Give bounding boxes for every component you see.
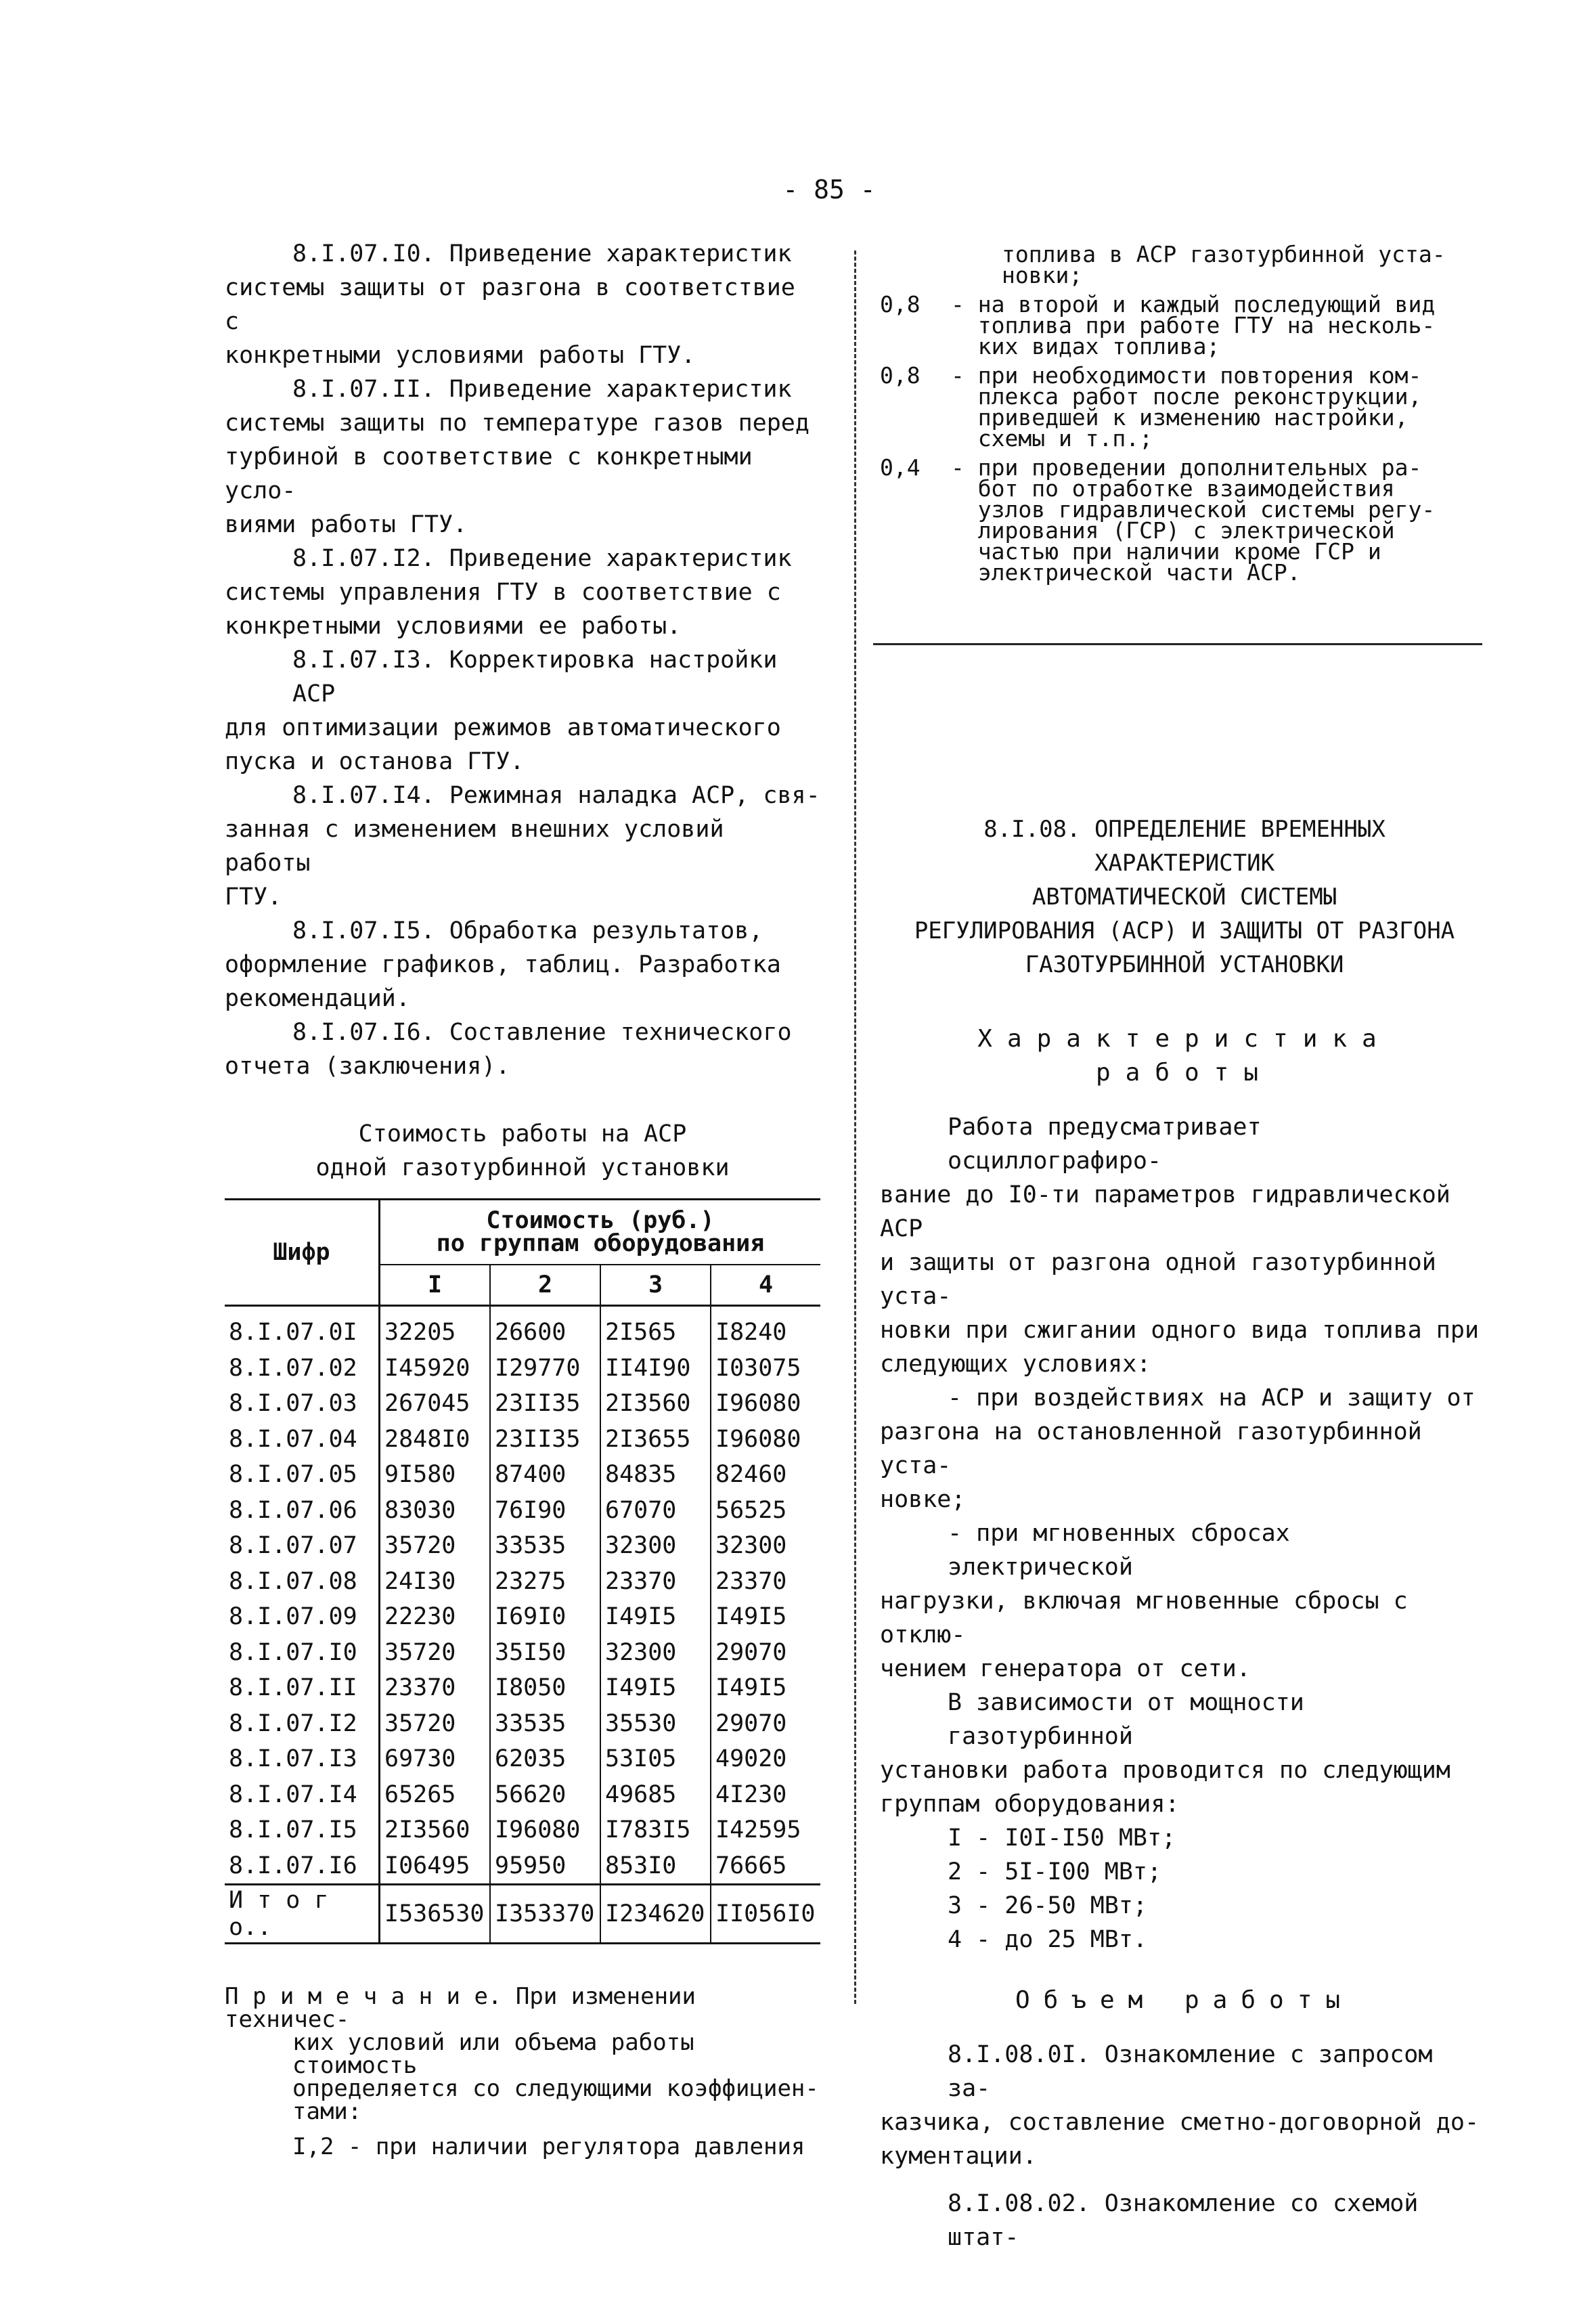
table-row — [225, 1635, 820, 1671]
text-line: 8.I.07.II. Приведение характеристик — [292, 376, 792, 403]
cost-cell: 56620 — [490, 1777, 600, 1813]
left-column — [225, 237, 820, 2158]
text-line: - при воздействиях на АСР и защиту от — [948, 1384, 1476, 1412]
cost-cell: 35I50 — [490, 1635, 600, 1671]
condition-1 — [880, 1381, 1489, 1516]
coefficient-value: 0,4 — [880, 454, 921, 481]
row-code: 8.I.07.03 — [225, 1386, 380, 1422]
text-line: 8.I.07.I6. Составление технического — [292, 1019, 792, 1046]
header-groups-line: по группам оборудования — [436, 1230, 765, 1257]
cost-cell: I42595 — [711, 1812, 820, 1848]
cost-cell: 32300 — [600, 1635, 711, 1671]
cost-cell: 23II35 — [490, 1386, 600, 1422]
note-first-line — [225, 1985, 820, 2031]
cost-cell: I45920 — [380, 1351, 491, 1386]
text-line: узлов гидравлической системы регу- — [951, 496, 1436, 523]
cost-cell: I8240 — [711, 1306, 820, 1351]
cost-table-body — [225, 1306, 820, 1885]
coefficient-list — [880, 291, 1489, 586]
table-row — [225, 1670, 820, 1706]
cost-cell: 56525 — [711, 1493, 820, 1529]
header-cost — [380, 1200, 821, 1265]
text-line: конкретными условиями работы ГТУ. — [225, 342, 696, 369]
group-item: I - I0I-I50 МВт; — [948, 1825, 1176, 1852]
text-line: занная с изменением внешних условий работы — [225, 816, 724, 877]
table-row — [225, 1306, 820, 1351]
coefficient-value: 0,8 — [880, 362, 921, 389]
table-row — [225, 1528, 820, 1564]
table-row — [225, 1777, 820, 1813]
text-line: пуска и останова ГТУ. — [225, 748, 525, 775]
text-line: схемы и т.п.; — [951, 425, 1153, 452]
cost-cell: I96080 — [711, 1422, 820, 1458]
numbered-paragraph — [225, 237, 820, 372]
table-caption-line: одной газотурбинной установки — [315, 1154, 730, 1181]
cost-cell: 76I90 — [490, 1493, 600, 1529]
cost-cell: 32300 — [600, 1528, 711, 1564]
header-group-number: 4 — [711, 1265, 820, 1306]
note-line: ких условий или объема работы стоимость — [292, 2029, 694, 2079]
table-row — [225, 1812, 820, 1848]
cost-cell: I96080 — [490, 1812, 600, 1848]
right-column — [880, 241, 1489, 591]
numbered-paragraph — [225, 914, 820, 1015]
cost-cell: I06495 — [380, 1848, 491, 1885]
text-line: конкретными условиями ее работы. — [225, 613, 682, 640]
text-line: для оптимизации режимов автоматического — [225, 714, 781, 741]
cost-cell: I03075 — [711, 1351, 820, 1386]
text-line: - при мгновенных сбросах электрической — [948, 1520, 1290, 1581]
text-line: чением генератора от сети. — [880, 1655, 1251, 1682]
column-divider — [854, 250, 856, 2004]
text-line: 8.I.07.I4. Режимная наладка АСР, свя- — [292, 782, 820, 809]
cost-cell: 53I05 — [600, 1741, 711, 1777]
text-line: - при проведении дополнительных ра- — [951, 454, 1422, 481]
cost-cell: 23II35 — [490, 1422, 600, 1458]
text-line: отчета (заключения). — [225, 1053, 510, 1080]
section-title-line: ХАРАКТЕРИСТИК — [1094, 850, 1275, 877]
cost-cell: I29770 — [490, 1351, 600, 1386]
coefficient-item — [880, 291, 1489, 359]
text-line: оформление графиков, таблиц. Разработка — [225, 951, 781, 978]
text-line: вание до I0-ти параметров гидравлической АСР — [880, 1181, 1450, 1242]
cost-cell: 33535 — [490, 1528, 600, 1564]
table-row — [225, 1599, 820, 1635]
cost-cell: 23370 — [380, 1670, 491, 1706]
numbered-paragraph — [225, 643, 820, 779]
coefficient-item — [880, 362, 1489, 452]
header-group-number: 2 — [490, 1265, 600, 1306]
text-line: 8.I.07.I0. Приведение характеристик — [292, 240, 792, 267]
right-column-lower — [880, 704, 1489, 2254]
table-caption-line: Стоимость работы на АСР — [358, 1120, 687, 1148]
condition-2 — [880, 1516, 1489, 1686]
cost-cell: 87400 — [490, 1457, 600, 1493]
groups-intro — [880, 1686, 1489, 1821]
section-title-line: АВТОМАТИЧЕСКОЙ СИСТЕМЫ — [1032, 883, 1337, 911]
table-row — [225, 1564, 820, 1600]
section-title-line: ГАЗОТУРБИННОЙ УСТАНОВКИ — [1025, 951, 1344, 978]
table-caption — [225, 1117, 820, 1185]
characteristic-heading-line: Характеристика — [977, 1025, 1392, 1053]
group-item: 4 - до 25 МВт. — [948, 1926, 1148, 1953]
table-row — [225, 1386, 820, 1422]
cost-cell: 23370 — [711, 1564, 820, 1600]
cost-cell: 49685 — [600, 1777, 711, 1813]
text-line: следующих условиях: — [880, 1351, 1151, 1378]
row-code: 8.I.07.I0 — [225, 1635, 380, 1671]
section-title-line: РЕГУЛИРОВАНИЯ (АСР) И ЗАЩИТЫ ОТ РАЗГОНА — [914, 917, 1455, 944]
text-line: В зависимости от мощности газотурбинной — [948, 1689, 1304, 1750]
text-line: приведшей к изменению настройки, — [951, 404, 1409, 431]
total-label: И т о г о.. — [225, 1885, 380, 1944]
cost-cell: 65265 — [380, 1777, 491, 1813]
cost-cell: 2848I0 — [380, 1422, 491, 1458]
coefficient-value: 0,8 — [880, 291, 921, 318]
text-line: новки при сжигании одного вида топлива при — [880, 1317, 1480, 1344]
text-line: 8.I.07.I5. Обработка результатов, — [292, 917, 763, 944]
cost-cell: 62035 — [490, 1741, 600, 1777]
row-code: 8.I.07.06 — [225, 1493, 380, 1529]
numbered-paragraph — [225, 1015, 820, 1083]
table-row — [225, 1741, 820, 1777]
text-line: 8.I.08.02. Ознакомление со схемой штат- — [948, 2190, 1419, 2251]
total-cell: II056I0 — [711, 1885, 820, 1944]
text-line: казчика, составление сметно-договорной до- — [880, 2109, 1480, 2136]
cost-cell: I8050 — [490, 1670, 600, 1706]
text-line: кументации. — [880, 2143, 1037, 2170]
row-code: 8.I.07.I3 — [225, 1741, 380, 1777]
cost-cell: 82460 — [711, 1457, 820, 1493]
text-line: 8.I.08.0I. Ознакомление с запросом за- — [948, 2041, 1433, 2102]
cost-cell: 23275 — [490, 1564, 600, 1600]
text-line: разгона на остановленной газотурбинной уста- — [880, 1418, 1422, 1479]
total-cell: I536530 — [380, 1885, 491, 1944]
text-line: бот по отработке взаимодействия — [951, 475, 1395, 502]
row-code: 8.I.07.09 — [225, 1599, 380, 1635]
text-line: ГТУ. — [225, 883, 282, 911]
cost-cell: I783I5 — [600, 1812, 711, 1848]
row-code: 8.I.07.0I — [225, 1306, 380, 1351]
table-row — [225, 1457, 820, 1493]
cost-table — [225, 1198, 820, 1944]
cost-cell: 24I30 — [380, 1564, 491, 1600]
left-paragraphs — [225, 237, 820, 1083]
row-code: 8.I.07.II — [225, 1670, 380, 1706]
cost-cell: II4I90 — [600, 1351, 711, 1386]
cost-cell: 32205 — [380, 1306, 491, 1351]
note-line: определяется со следующими коэффициен- — [292, 2075, 819, 2102]
numbered-paragraph — [225, 542, 820, 643]
row-code: 8.I.07.04 — [225, 1422, 380, 1458]
coefficient-item — [880, 454, 1489, 586]
cost-cell: 69730 — [380, 1741, 491, 1777]
section-rule — [873, 643, 1482, 645]
cost-cell: 9I580 — [380, 1457, 491, 1493]
table-row — [225, 1493, 820, 1529]
continuation — [880, 241, 1489, 288]
continuation-line: новки; — [1002, 262, 1083, 288]
cost-cell: I49I5 — [600, 1670, 711, 1706]
text-line: топлива при работе ГТУ на несколь- — [951, 312, 1436, 338]
header-cipher: Шифр — [225, 1200, 380, 1306]
cost-cell: 35720 — [380, 1635, 491, 1671]
note-label: П р и м е ч а н и е. — [225, 1983, 502, 2010]
header-group-number: I — [380, 1265, 491, 1306]
cost-cell: 26600 — [490, 1306, 600, 1351]
text-line: Работа предусматривает осциллографиро- — [948, 1114, 1262, 1175]
cost-cell: 853I0 — [600, 1848, 711, 1885]
group-item: 3 - 26-50 МВт; — [948, 1892, 1148, 1919]
item-08-02 — [880, 2187, 1489, 2254]
cost-cell: I69I0 — [490, 1599, 600, 1635]
cost-cell: 35720 — [380, 1706, 491, 1742]
cost-cell: 83030 — [380, 1493, 491, 1529]
cost-cell: 22230 — [380, 1599, 491, 1635]
table-row — [225, 1848, 820, 1885]
header-cost-line: Стоимость (руб.) — [486, 1207, 715, 1234]
numbered-paragraph — [225, 372, 820, 542]
section-title — [880, 812, 1489, 982]
total-cell: I234620 — [600, 1885, 711, 1944]
text-line: виями работы ГТУ. — [225, 511, 468, 538]
description-paragraph — [880, 1110, 1489, 1381]
volume-heading: Объем работы — [1015, 1986, 1354, 2014]
text-line: ких видах топлива; — [951, 333, 1220, 359]
cost-cell: I49I5 — [600, 1599, 711, 1635]
coefficient-text — [951, 291, 1489, 359]
cost-cell: 76665 — [711, 1848, 820, 1885]
coefficient-text — [951, 454, 1489, 586]
text-line: группам оборудования: — [880, 1791, 1180, 1818]
characteristic-heading — [880, 1022, 1489, 1090]
page-number: - 85 - — [782, 175, 876, 204]
cost-cell: 29070 — [711, 1635, 820, 1671]
continuation-line: топлива в АСР газотурбинной уста- — [1002, 241, 1446, 267]
cost-cell: 2I3560 — [600, 1386, 711, 1422]
text-line: плекса работ после реконструкции, — [951, 383, 1422, 410]
coefficient-text — [951, 362, 1489, 452]
row-code: 8.I.07.08 — [225, 1564, 380, 1600]
cost-cell: I49I5 — [711, 1599, 820, 1635]
cost-cell: 35720 — [380, 1528, 491, 1564]
cost-cell: I96080 — [711, 1386, 820, 1422]
note-last-line: I,2 - при наличии регулятора давления — [292, 2133, 805, 2160]
cost-cell: 49020 — [711, 1741, 820, 1777]
text-line: - на второй и каждый последующий вид — [951, 291, 1436, 318]
text-line: нагрузки, включая мгновенные сбросы с отклю- — [880, 1588, 1408, 1648]
cost-cell: 35530 — [600, 1706, 711, 1742]
row-code: 8.I.07.05 — [225, 1457, 380, 1493]
text-line: и защиты от разгона одной газотурбинной уста- — [880, 1249, 1436, 1310]
cost-cell: 29070 — [711, 1706, 820, 1742]
table-row — [225, 1351, 820, 1386]
cost-cell: 2I3560 — [380, 1812, 491, 1848]
row-code: 8.I.07.02 — [225, 1351, 380, 1386]
text-line: системы защиты по температуре газов перед — [225, 410, 810, 437]
row-code: 8.I.07.I4 — [225, 1777, 380, 1813]
cost-cell: 4I230 — [711, 1777, 820, 1813]
cost-cell: 267045 — [380, 1386, 491, 1422]
text-line: системы защиты от разгона в соответствие с — [225, 274, 795, 335]
cost-cell: I49I5 — [711, 1670, 820, 1706]
text-line: - при необходимости повторения ком- — [951, 362, 1422, 389]
text-line: электрической части АСР. — [951, 559, 1301, 586]
text-line: рекомендаций. — [225, 985, 410, 1012]
text-line: новке; — [880, 1486, 966, 1513]
total-row — [225, 1885, 820, 1944]
group-item: 2 - 5I-I00 МВт; — [948, 1858, 1162, 1885]
cost-cell: 23370 — [600, 1564, 711, 1600]
total-cell: I353370 — [490, 1885, 600, 1944]
text-line: частью при наличии кроме ГСР и — [951, 538, 1381, 565]
text-line: турбиной в соответствие с конкретными усло- — [225, 443, 753, 504]
cost-cell: 33535 — [490, 1706, 600, 1742]
text-line: 8.I.07.I2. Приведение характеристик — [292, 545, 792, 572]
text-line: лирования (ГСР) с электрической — [951, 517, 1395, 544]
table-row — [225, 1706, 820, 1742]
row-code: 8.I.07.I2 — [225, 1706, 380, 1742]
cost-cell: 67070 — [600, 1493, 711, 1529]
item-08-01 — [880, 2038, 1489, 2173]
cost-cell: 2I3655 — [600, 1422, 711, 1458]
row-code: 8.I.07.I5 — [225, 1812, 380, 1848]
header-group-number: 3 — [600, 1265, 711, 1306]
cost-cell: 84835 — [600, 1457, 711, 1493]
row-code: 8.I.07.I6 — [225, 1848, 380, 1885]
cost-cell: 2I565 — [600, 1306, 711, 1351]
section-title-line: 8.I.08. ОПРЕДЕЛЕНИЕ ВРЕМЕННЫХ — [983, 816, 1386, 843]
text-line: системы управления ГТУ в соответствие с — [225, 579, 781, 606]
note — [225, 1985, 820, 2158]
numbered-paragraph — [225, 779, 820, 914]
characteristic-heading-line: работы — [1095, 1059, 1274, 1087]
note-line: тами: — [292, 2098, 362, 2125]
cost-cell: 32300 — [711, 1528, 820, 1564]
table-row — [225, 1422, 820, 1458]
text-line: 8.I.07.I3. Корректировка настройки АСР — [292, 647, 778, 707]
text-line: установки работа проводится по следующим — [880, 1757, 1450, 1784]
group-list — [880, 1821, 1489, 1957]
note-text: При изменении техничес- — [225, 1983, 696, 2033]
cost-cell: 95950 — [490, 1848, 600, 1885]
row-code: 8.I.07.07 — [225, 1528, 380, 1564]
